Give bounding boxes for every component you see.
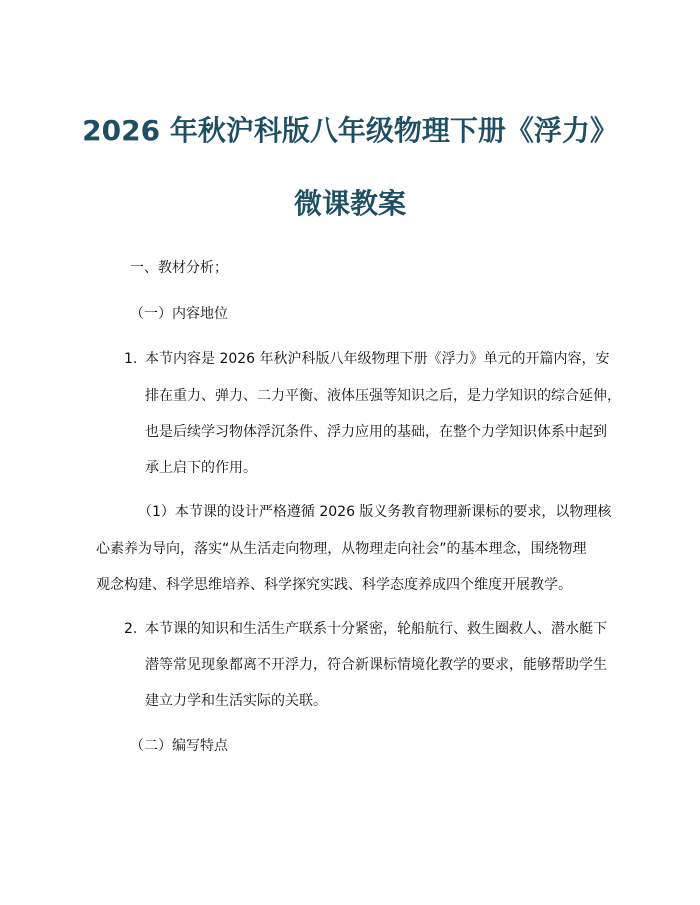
document-title-line-2: 微课教案 <box>293 187 406 220</box>
list-item-number: 2. <box>124 621 138 637</box>
section-heading-textbook-analysis: 一、教材分析； <box>130 260 228 276</box>
list-item-2-line-1: 本节课的知识和生活生产联系十分紧密，轮船航行、救生圈救人、潜水艇下 <box>145 621 607 637</box>
paragraph-1-line-1: （1）本节课的设计严格遵循 2026 版义务教育物理新课标的要求，以物理核 <box>138 504 612 520</box>
list-item-number: 1. <box>124 351 138 367</box>
list-item-1-line-3: 也是后续学习物体浮沉条件、浮力应用的基础，在整个力学知识体系中起到 <box>145 424 607 440</box>
list-item-1-line-4: 承上启下的作用。 <box>145 460 257 476</box>
list-item-1-line-1: 本节内容是 2026 年秋沪科版八年级物理下册《浮力》单元的开篇内容，安 <box>145 351 610 367</box>
list-item-1-line-2: 排在重力、弹力、二力平衡、液体压强等知识之后，是力学知识的综合延伸， <box>145 388 621 404</box>
document-title-line-1: 2026 年秋沪科版八年级物理下册《浮力》 <box>82 114 618 147</box>
list-item-2-line-2: 潜等常见现象都离不开浮力，符合新课标情境化教学的要求，能够帮助学生 <box>145 657 607 673</box>
list-item-2-line-3: 建立力学和生活实际的关联。 <box>145 693 327 709</box>
subsection-heading-content-position: （一）内容地位 <box>130 306 228 322</box>
paragraph-1-line-3: 观念构建、科学思维培养、科学探究实践、科学态度养成四个维度开展教学。 <box>96 577 572 593</box>
subsection-heading-writing-features: （二）编写特点 <box>130 738 228 754</box>
paragraph-1-line-2: 心素养为导向，落实“从生活走向物理，从物理走向社会”的基本理念，围绕物理 <box>96 541 587 557</box>
